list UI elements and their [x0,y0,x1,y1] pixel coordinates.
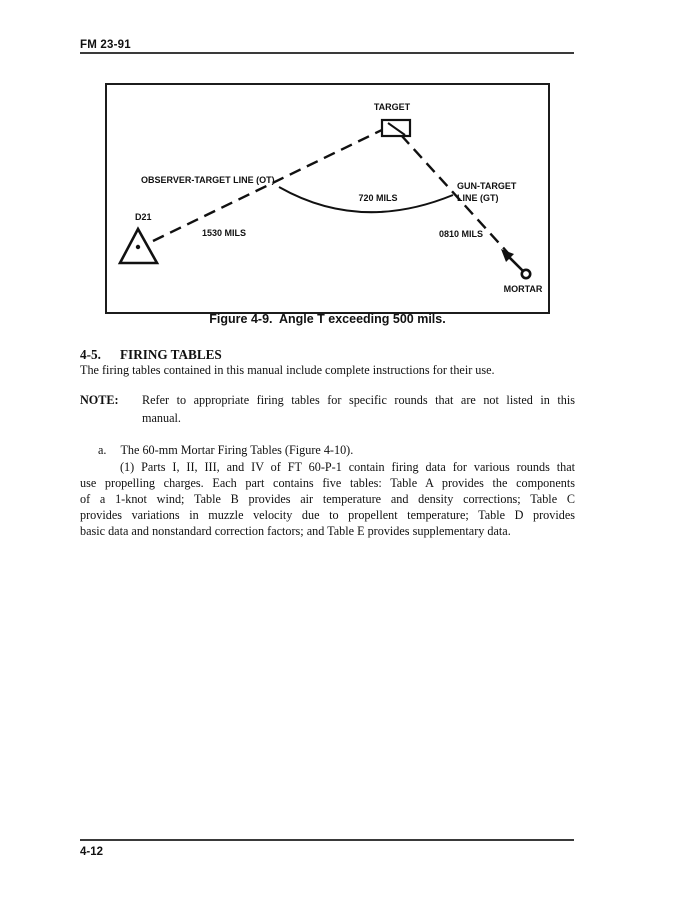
list-item-a-label: a. [98,443,107,457]
text-line: Refer to appropriate firing tables for specific rounds that are not listed in this [142,393,575,407]
gun-target-line-label-2: LINE (GT) [457,193,499,203]
footer-rule [80,839,574,841]
observer-target-line-label: OBSERVER-TARGET LINE (OT) [141,175,275,185]
note-block [80,392,575,427]
text-line: use propelling charges. Each part contains five tables: Table A provides the components [80,475,575,490]
observer-direction-label: 1530 MILS [202,228,247,238]
text-line: of a 1-knot wind; Table B provides air temperature and density corrections; Table C [80,491,575,506]
section-intro: The firing tables contained in this manual include complete instructions for their use. [80,363,495,377]
figure-4-9-box [105,83,550,314]
gun-direction-label: 0810 MILS [439,229,484,239]
page-number: 4-12 [80,846,104,858]
section-number: 4-5. [80,347,101,362]
text-line: manual. [142,410,181,425]
text-line: basic data and nonstandard correction factors; and Table E provides supplementary data. [80,523,511,538]
observer-symbol-dot [136,245,140,249]
note-label: NOTE: [80,393,119,407]
angle-t-value-label: 720 MILS [358,193,398,203]
angle-t-diagram [107,85,548,312]
text-line: (1) Parts I, II, III, and IV of FT 60-P-1 contain firing data for various rounds that [120,460,575,474]
observer-id-label: D21 [135,212,152,222]
mortar-label: MORTAR [503,284,543,294]
figure-caption: Figure 4-9. Angle T exceeding 500 mils. [209,312,446,326]
mortar-base-circle [522,270,530,278]
gun-target-line-label-1: GUN-TARGET [457,181,517,191]
list-item-a-text: The 60-mm Mortar Firing Tables (Figure 4-10). [120,443,354,457]
text-line: provides variations in muzzle velocity due to propellent temperature; Table D provides [80,507,575,522]
section-heading [80,347,575,363]
paragraph-1 [80,460,575,540]
section-title: FIRING TABLES [120,347,222,362]
header-rule [80,52,574,54]
list-item-a [98,443,575,458]
target-label: TARGET [373,102,411,112]
note-text [142,392,575,427]
page-header: FM 23-91 [80,39,131,51]
